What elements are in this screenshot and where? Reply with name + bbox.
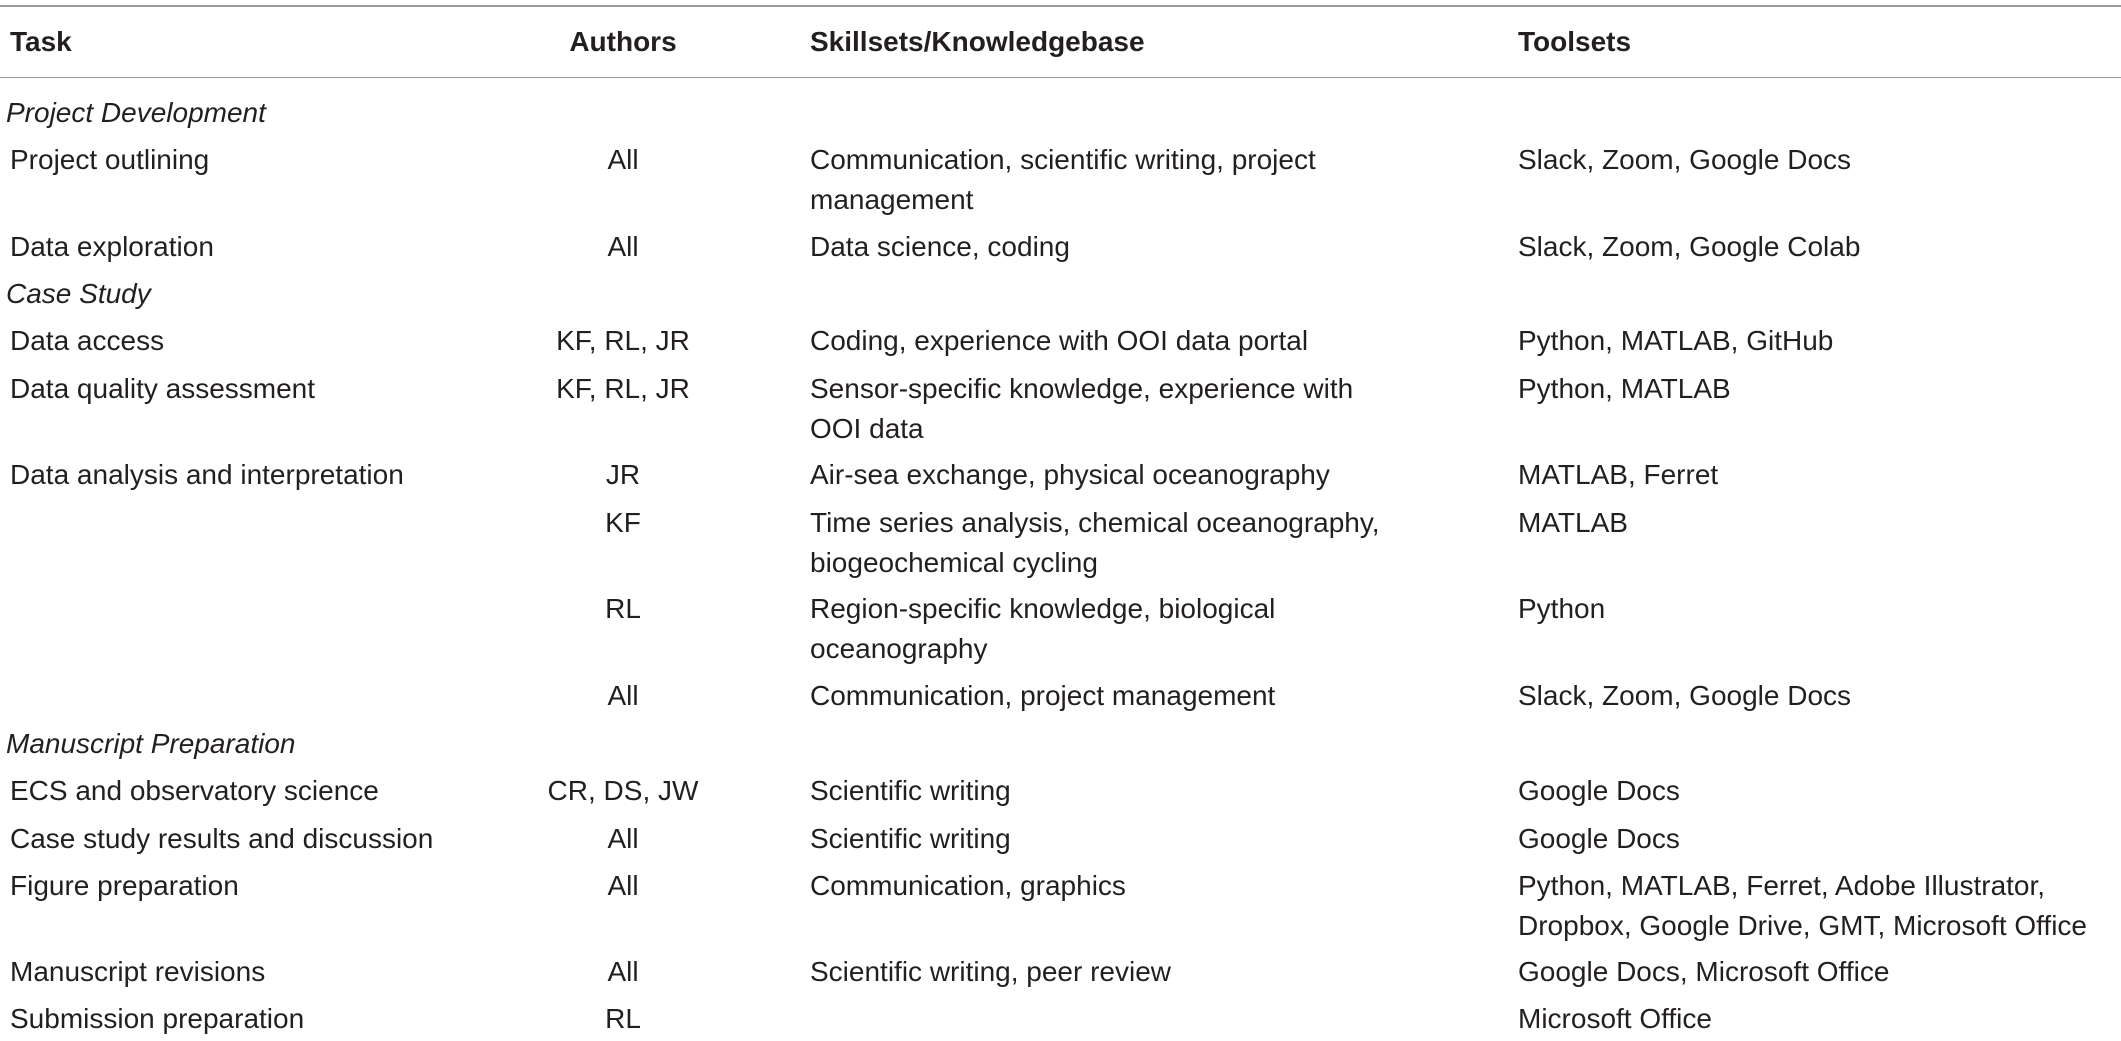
cell-authors: RL — [605, 593, 641, 624]
cell-task: Manuscript revisions — [10, 956, 266, 987]
cell-tools: Slack, Zoom, Google Docs — [1518, 144, 1852, 175]
cell-skills: Scientific writing — [810, 823, 1011, 854]
cell-task: Data exploration — [10, 231, 214, 262]
cell-task: Figure preparation — [10, 870, 239, 901]
cell-authors: All — [607, 680, 639, 711]
cell-task: ECS and observatory science — [10, 775, 379, 806]
cell-skills: Coding, experience with OOI data portal — [810, 325, 1309, 356]
header-skillsets: Skillsets/Knowledgebase — [810, 26, 1145, 57]
section-title: Manuscript Preparation — [6, 728, 296, 759]
cell-task: Data access — [10, 325, 165, 356]
cell-task: Submission preparation — [10, 1003, 305, 1034]
cell-authors: All — [607, 823, 639, 854]
cell-tools: MATLAB, Ferret — [1518, 459, 1719, 490]
cell-skills: Region-specific knowledge, biological oceanography — [810, 593, 1276, 664]
cell-tools: Microsoft Office — [1518, 1003, 1712, 1034]
cell-tools: Python, MATLAB, GitHub — [1518, 325, 1834, 356]
cell-skills: Scientific writing — [810, 775, 1011, 806]
section-title: Project Development — [6, 97, 266, 128]
cell-skills: Time series analysis, chemical oceanography, biogeochemical cycling — [810, 507, 1380, 578]
cell-skills: Communication, project management — [810, 680, 1276, 711]
cell-tools: Python, MATLAB — [1518, 373, 1731, 404]
cell-skills: Communication, scientific writing, project management — [810, 144, 1316, 215]
cell-authors: All — [607, 870, 639, 901]
cell-tools: Google Docs, Microsoft Office — [1518, 956, 1890, 987]
section-title: Case Study — [6, 278, 151, 309]
cell-skills: Communication, graphics — [810, 870, 1126, 901]
cell-task: Project outlining — [10, 144, 210, 175]
cell-authors: JR — [605, 459, 641, 490]
cell-task: Data quality assessment — [10, 373, 316, 404]
header-toolsets: Toolsets — [1518, 26, 1632, 57]
cell-authors: All — [607, 231, 639, 262]
cell-task: Data analysis and interpretation — [10, 459, 404, 490]
cell-tools: Google Docs — [1518, 775, 1680, 806]
header-authors: Authors — [569, 26, 677, 57]
cell-task: Case study results and discussion — [10, 823, 434, 854]
cell-authors: CR, DS, JW — [547, 775, 699, 806]
cell-authors: KF — [605, 507, 641, 538]
cell-authors: KF, RL, JR — [556, 373, 690, 404]
cell-tools: Slack, Zoom, Google Docs — [1518, 680, 1852, 711]
header-rule — [0, 77, 2121, 78]
cell-skills: Air-sea exchange, physical oceanography — [810, 459, 1330, 490]
header-task: Task — [10, 26, 72, 57]
cell-skills: Sensor-specific knowledge, experience with OOI data — [810, 373, 1354, 444]
table-top-rule — [0, 5, 2121, 7]
table-header-row — [0, 22, 2121, 62]
cell-tools: Python, MATLAB, Ferret, Adobe Illustrator, Dropbox, Google Drive, GMT, Microsoft Office — [1518, 870, 2087, 941]
cell-authors: RL — [605, 1003, 641, 1034]
cell-tools: Slack, Zoom, Google Colab — [1518, 231, 1861, 262]
cell-skills: Scientific writing, peer review — [810, 956, 1172, 987]
cell-authors: KF, RL, JR — [556, 325, 690, 356]
cell-skills: Data science, coding — [810, 231, 1070, 262]
cell-tools: Google Docs — [1518, 823, 1680, 854]
cell-tools: Python — [1518, 593, 1606, 624]
cell-tools: MATLAB — [1518, 507, 1628, 538]
cell-authors: All — [607, 956, 639, 987]
cell-authors: All — [607, 144, 639, 175]
